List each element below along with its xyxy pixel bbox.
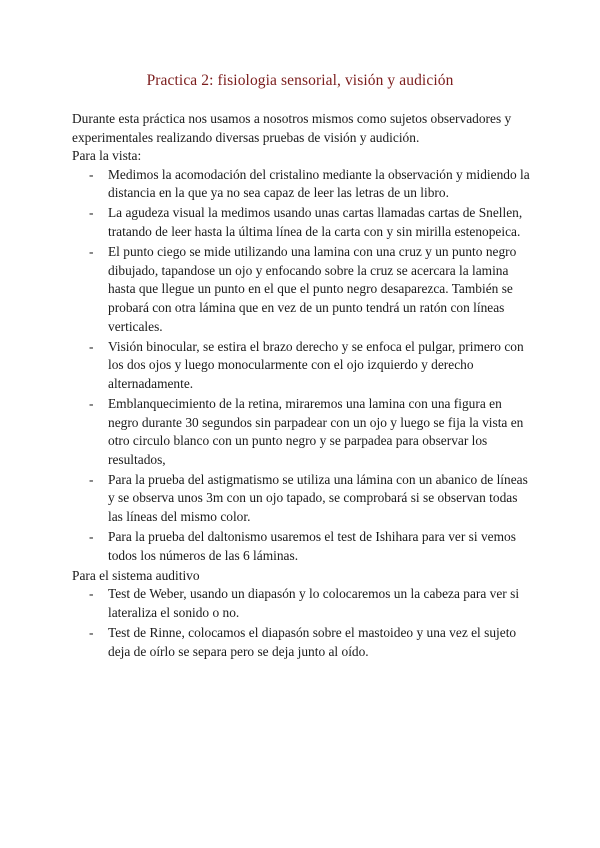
hearing-heading: Para el sistema auditivo <box>72 567 200 583</box>
intro-paragraph: Durante esta práctica nos usamos a nosotros mismos como sujetos observadores y experimentales realizando diversas pruebas de visión y audición. <box>72 111 512 145</box>
bullet-dash: - <box>89 166 94 182</box>
bullet-dash: - <box>89 244 94 260</box>
bullet-dash: - <box>89 471 94 487</box>
document-body <box>72 110 534 663</box>
bullet-dash: - <box>89 205 94 221</box>
list-item <box>72 204 534 241</box>
list-item <box>72 624 534 661</box>
hearing-list <box>72 585 534 661</box>
list-item <box>72 585 534 622</box>
list-item <box>72 471 534 527</box>
bullet-dash: - <box>89 338 94 354</box>
bullet-dash: - <box>89 529 94 545</box>
list-item <box>72 395 534 469</box>
list-item-text: Medimos la acomodación del cristalino mediante la observación y midiendo la distancia en la que ya no sea capaz de leer las letras de un libro. <box>108 166 530 201</box>
page-title: Practica 2: fisiologia sensorial, visión y audición <box>146 72 454 89</box>
list-item-text: Para la prueba del astigmatismo se utiliza una lámina con un abanico de líneas y se observa unos 3m con un ojo tapado, se comprobará si se observan todas las líneas del mismo color. <box>108 471 528 524</box>
list-item-text: La agudeza visual la medimos usando unas cartas llamadas cartas de Snellen, tratando de leer hasta la última línea de la carta con y sin mirilla estenopeica. <box>108 205 523 240</box>
list-item <box>72 243 534 336</box>
list-item-text: Para la prueba del daltonismo usaremos el test de Ishihara para ver si vemos todos los números de las 6 láminas. <box>108 529 516 563</box>
vision-list <box>72 166 534 565</box>
list-item <box>72 166 534 203</box>
list-item-text: Test de Rinne, colocamos el diapasón sobre el mastoideo y una vez el sujeto deja de oírlo se separa pero se deja junto al oído. <box>108 625 517 659</box>
list-item-text: Test de Weber, usando un diapasón y lo colocaremos un la cabeza para ver si lateraliza el sonido o no. <box>108 586 520 620</box>
list-item <box>72 338 534 394</box>
bullet-dash: - <box>89 395 94 411</box>
bullet-dash: - <box>89 625 94 641</box>
list-item-text: Visión binocular, se estira el brazo derecho y se enfoca el pulgar, primero con los dos ojos y luego monocularmente con el ojo izquierdo y derecho alternadamente. <box>108 338 524 391</box>
list-item-text: El punto ciego se mide utilizando una lamina con una cruz y un punto negro dibujado, tapandose un ojo y enfocando sobre la cruz se acercara la lamina hasta que llegue un punto en el que el punto negro desaparezca. También se probará con otra lámina que en vez de un punto tendrá un ratón con líneas verticales. <box>108 244 517 334</box>
list-item <box>72 528 534 565</box>
vision-heading: Para la vista: <box>72 148 142 164</box>
bullet-dash: - <box>89 586 94 602</box>
list-item-text: Emblanquecimiento de la retina, miraremos una lamina con una figura en negro durante 30 segundos sin parpadear con un ojo y luego se fija la vista en otro circulo blanco con un punto negro y se parpadea para observar los resultados, <box>108 395 524 467</box>
